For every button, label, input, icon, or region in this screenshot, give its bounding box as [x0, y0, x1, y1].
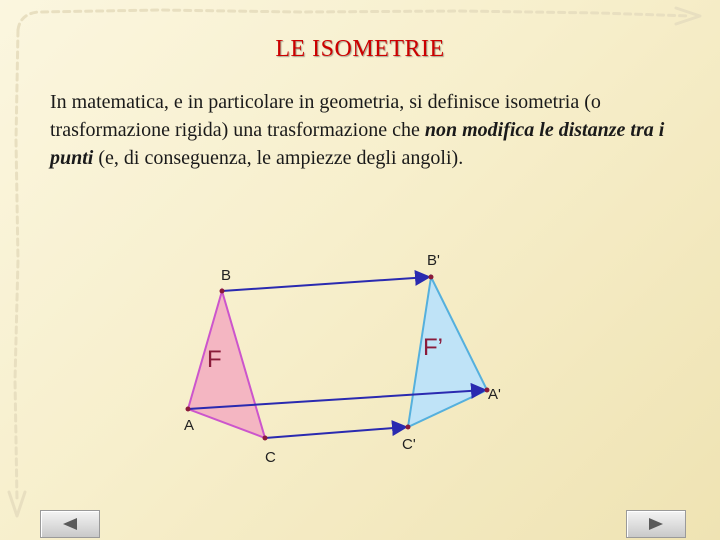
label-A: A	[184, 417, 195, 434]
label-C: C	[265, 449, 276, 466]
label-C-prime: C'	[402, 436, 416, 453]
point-B-prime	[429, 275, 434, 280]
point-B	[220, 289, 225, 294]
translation-vector-B	[222, 277, 429, 291]
definition-text-start: In matematica, e in particolare in geometria, si definisce isometria (o trasformazione rigida) una trasformazione che	[50, 91, 601, 141]
definition-emphasis: non modifica le distanze tra i punti	[50, 119, 665, 169]
point-A	[186, 407, 191, 412]
label-A-prime: A'	[488, 386, 501, 403]
definition-text-end: (e, di conseguenza, le ampiezze degli angoli).	[93, 147, 464, 169]
triangle-right-icon	[649, 518, 663, 530]
next-slide-button[interactable]	[626, 510, 686, 538]
previous-slide-button[interactable]	[40, 510, 100, 538]
label-F: F	[207, 346, 222, 373]
point-C	[263, 436, 268, 441]
triangle-left-icon	[63, 518, 77, 530]
triangle-F	[188, 291, 265, 438]
label-F-prime: F’	[423, 334, 443, 361]
triangle-F-prime	[408, 277, 487, 427]
slide-title: LE ISOMETRIE	[275, 36, 445, 62]
point-C-prime	[406, 425, 411, 430]
label-B: B	[221, 267, 232, 284]
label-B-prime: B'	[427, 252, 440, 269]
translation-vector-C	[265, 427, 406, 438]
